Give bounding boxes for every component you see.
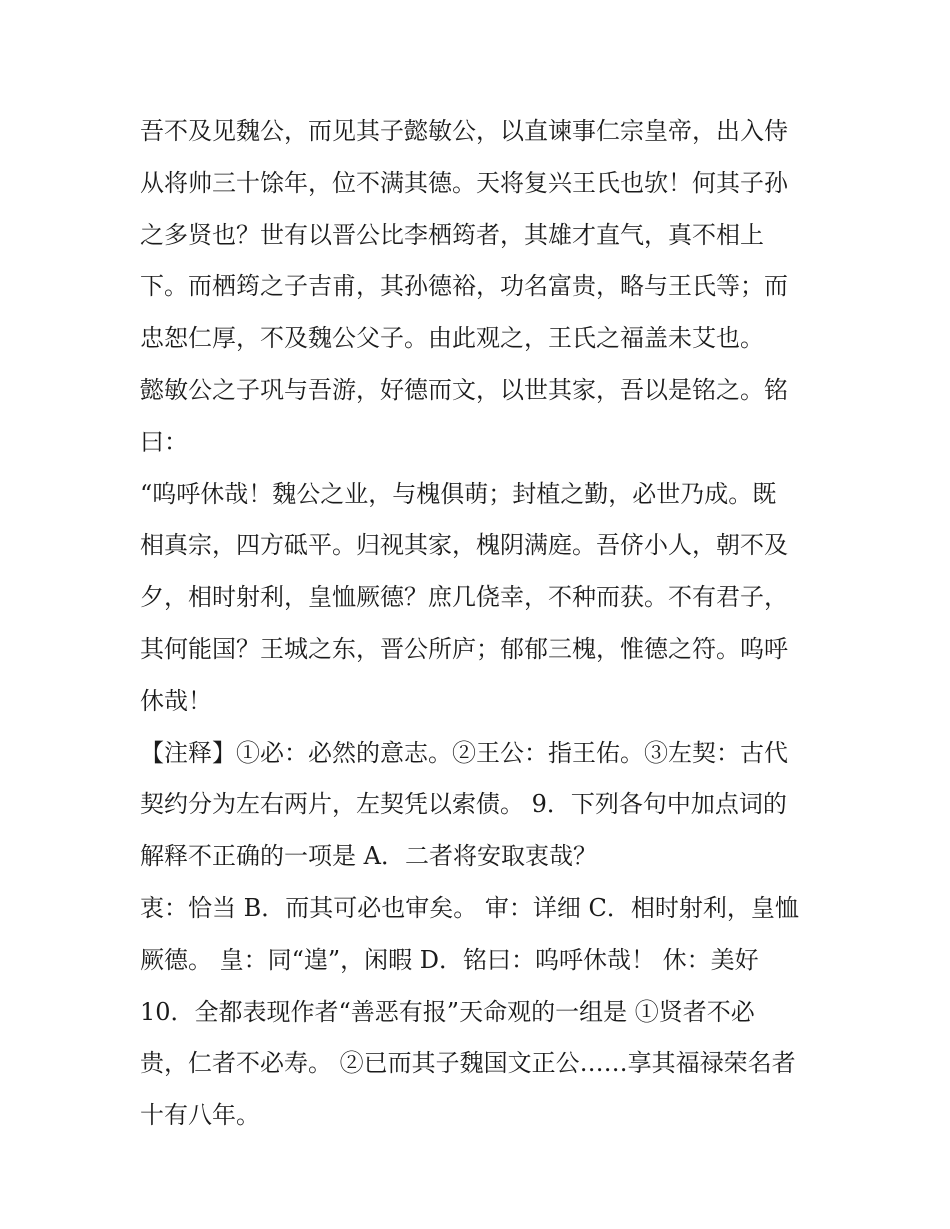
question-line: 10．全都表现作者“善恶有报”天命观的一组是 ①贤者不必 [140, 997, 755, 1026]
text-line: “呜呼休哉！魏公之业，与槐俱萌；封植之勤，必世乃成。既 [140, 479, 777, 508]
question-line: 十有八年。 [140, 1101, 260, 1130]
text-line: 下。而栖筠之子吉甫，其孙德裕，功名富贵，略与王氏等；而 [140, 272, 788, 301]
annotation-line: 【注释】①必：必然的意志。②王公：指王佑。③左契：古代 [140, 738, 788, 767]
document-text [140, 106, 830, 1142]
question-line: 衷：恰当 B．而其可必也审矣。 审：详细 C．相时射利，皇恤 [140, 893, 799, 922]
text-line: 之多贤也？世有以晋公比李栖筠者，其雄才直气，真不相上 [140, 220, 764, 249]
text-line: 从将帅三十馀年，位不满其德。天将复兴王氏也欤！何其子孙 [140, 168, 788, 197]
text-line: 吾不及见魏公，而见其子懿敏公，以直谏事仁宗皇帝，出入侍 [140, 117, 788, 145]
text-line: 夕，相时射利，皇恤厥德？庶几侥幸，不种而获。不有君子， [140, 583, 788, 612]
question-line: 解释不正确的一项是 A．二者将安取衷哉？ [140, 842, 597, 871]
annotation-line: 契约分为左右两片，左契凭以索债。 9．下列各句中加点词的 [140, 790, 787, 819]
text-line: 懿敏公之子巩与吾游，好德而文，以世其家，吾以是铭之。铭 [140, 375, 788, 404]
text-line: 忠恕仁厚，不及魏公父子。由此观之，王氏之福盖未艾也。 [140, 324, 764, 353]
text-line: 其何能国？王城之东，晋公所庐；郁郁三槐，惟德之符。呜呼 [140, 634, 788, 663]
question-line: 贵，仁者不必寿。 ②已而其子魏国文正公……享其福禄荣名者 [140, 1049, 796, 1078]
text-line: 相真宗，四方砥平。归视其家，槐阴满庭。吾侪小人，朝不及 [140, 531, 788, 560]
text-line: 休哉！ [140, 686, 212, 715]
question-line: 厥德。 皇：同“遑”，闲暇 D．铭曰：呜呼休哉！ 休：美好 [140, 945, 759, 974]
text-line: 曰： [140, 427, 188, 456]
